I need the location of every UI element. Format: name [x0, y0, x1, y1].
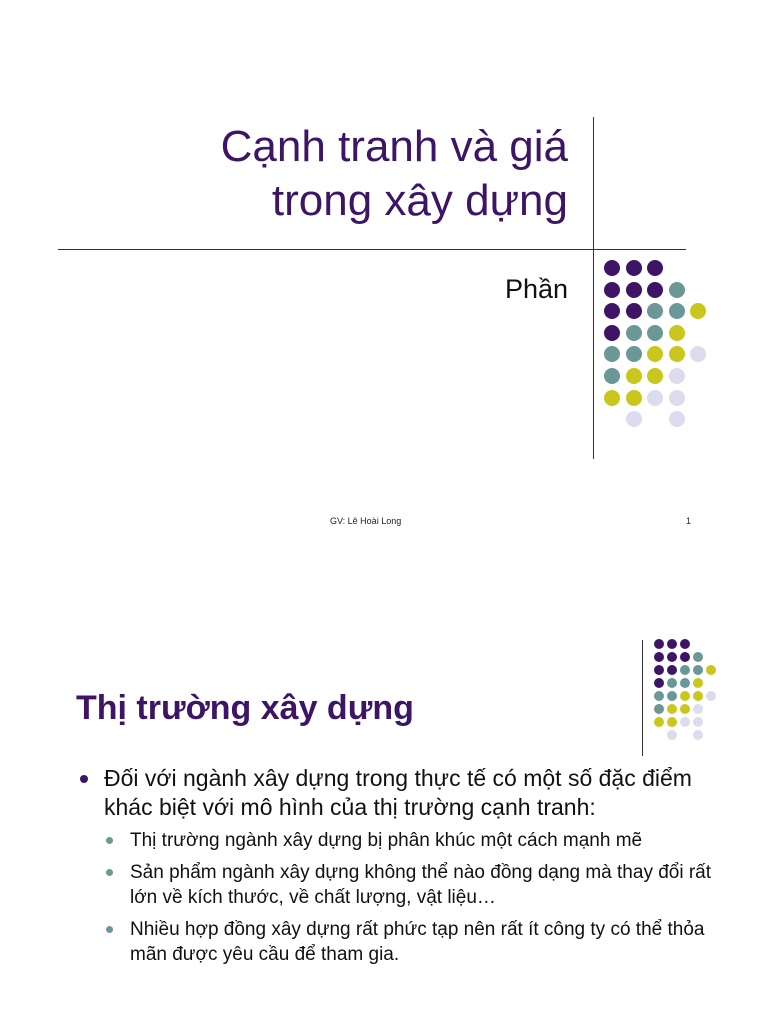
- decorative-dot: [693, 691, 703, 701]
- decorative-dot: [667, 665, 677, 675]
- decorative-dot: [626, 346, 642, 362]
- decorative-dot: [667, 717, 677, 727]
- decorative-dot: [647, 303, 663, 319]
- sub-bullet: [106, 828, 720, 853]
- decorative-dot: [647, 368, 663, 384]
- decorative-dot: [667, 678, 677, 688]
- decorative-dot: [654, 717, 664, 727]
- decorative-dot: [706, 665, 716, 675]
- decorative-dot: [626, 325, 642, 341]
- decorative-dot: [654, 678, 664, 688]
- decorative-dot: [626, 282, 642, 298]
- content-slide: [0, 555, 768, 1024]
- decorative-dot: [669, 390, 685, 406]
- decorative-dot: [667, 730, 677, 740]
- decorative-dot: [647, 325, 663, 341]
- decorative-dot: [654, 652, 664, 662]
- bullet-list: [80, 764, 720, 974]
- decorative-dot: [647, 282, 663, 298]
- decorative-dot: [669, 368, 685, 384]
- decorative-dot: [680, 704, 690, 714]
- decorative-dot: [604, 303, 620, 319]
- sub-bullet-text: Sản phẩm ngành xây dựng không thể nào đồng dạng mà thay đổi rất lớn về kích thước, về chất lượng, vật liệu…: [130, 862, 712, 908]
- slide-title-line-1: Cạnh tranh và giá: [220, 122, 568, 171]
- horizontal-divider: [58, 249, 686, 250]
- decorative-dot: [669, 346, 685, 362]
- bullet-dot-icon: [106, 837, 113, 844]
- bullet-dot-icon: [106, 869, 113, 876]
- sub-bullet: [106, 917, 720, 967]
- decorative-dot: [667, 691, 677, 701]
- decorative-dot: [690, 346, 706, 362]
- decorative-dot: [693, 730, 703, 740]
- main-bullet: [80, 764, 720, 822]
- vertical-divider: [593, 117, 594, 459]
- decorative-dot: [654, 639, 664, 649]
- slide-title-line-2: trong xây dựng: [271, 176, 568, 225]
- decorative-dot: [626, 390, 642, 406]
- slide-heading: Thị trường xây dựng: [76, 689, 414, 727]
- decorative-dot: [604, 368, 620, 384]
- decorative-dot: [667, 652, 677, 662]
- decorative-dot: [604, 282, 620, 298]
- decorative-dot: [604, 325, 620, 341]
- decorative-dot: [626, 303, 642, 319]
- decorative-dot: [669, 303, 685, 319]
- decorative-dot: [604, 260, 620, 276]
- decorative-dot: [667, 704, 677, 714]
- decorative-dot: [626, 411, 642, 427]
- footer-page-number: 1: [686, 516, 692, 526]
- decorative-dot: [654, 691, 664, 701]
- decorative-dot: [693, 678, 703, 688]
- decorative-dot: [680, 691, 690, 701]
- decorative-dot: [693, 717, 703, 727]
- sub-bullet: [106, 860, 720, 910]
- decorative-dot: [669, 411, 685, 427]
- main-bullet-text: Đối với ngành xây dựng trong thực tế có một số đặc điểm khác biệt với mô hình của thị trường cạnh tranh:: [104, 765, 692, 820]
- decorative-dot: [669, 325, 685, 341]
- slide-subtitle: Phần: [504, 274, 568, 304]
- decorative-dot: [680, 652, 690, 662]
- decorative-dot: [654, 665, 664, 675]
- decorative-dot: [693, 704, 703, 714]
- decorative-dot: [604, 346, 620, 362]
- decorative-dot: [626, 368, 642, 384]
- decorative-dot: [680, 639, 690, 649]
- decorative-dot: [706, 691, 716, 701]
- sub-bullet-list: [80, 828, 720, 967]
- decorative-dot: [647, 346, 663, 362]
- decorative-dot: [693, 652, 703, 662]
- decorative-dot: [667, 639, 677, 649]
- decorative-dot: [654, 704, 664, 714]
- footer-author: GV: Lê Hoài Long: [330, 516, 402, 526]
- decorative-dot: [680, 717, 690, 727]
- vertical-divider: [642, 640, 643, 756]
- decorative-dot: [647, 260, 663, 276]
- sub-bullet-text: Thị trường ngành xây dựng bị phân khúc một cách mạnh mẽ: [130, 830, 643, 851]
- decorative-dot: [669, 282, 685, 298]
- decorative-dot: [647, 390, 663, 406]
- decorative-dot: [680, 665, 690, 675]
- slide-title: [68, 120, 568, 228]
- decorative-dot: [626, 260, 642, 276]
- decorative-dot: [690, 303, 706, 319]
- decorative-dot: [680, 678, 690, 688]
- bullet-dot-icon: [106, 926, 113, 933]
- decorative-dot: [693, 665, 703, 675]
- bullet-dot-icon: [80, 775, 88, 783]
- sub-bullet-text: Nhiều hợp đồng xây dựng rất phức tạp nên rất ít công ty có thể thỏa mãn được yêu cầu để tham gia.: [130, 919, 705, 965]
- decorative-dot: [604, 390, 620, 406]
